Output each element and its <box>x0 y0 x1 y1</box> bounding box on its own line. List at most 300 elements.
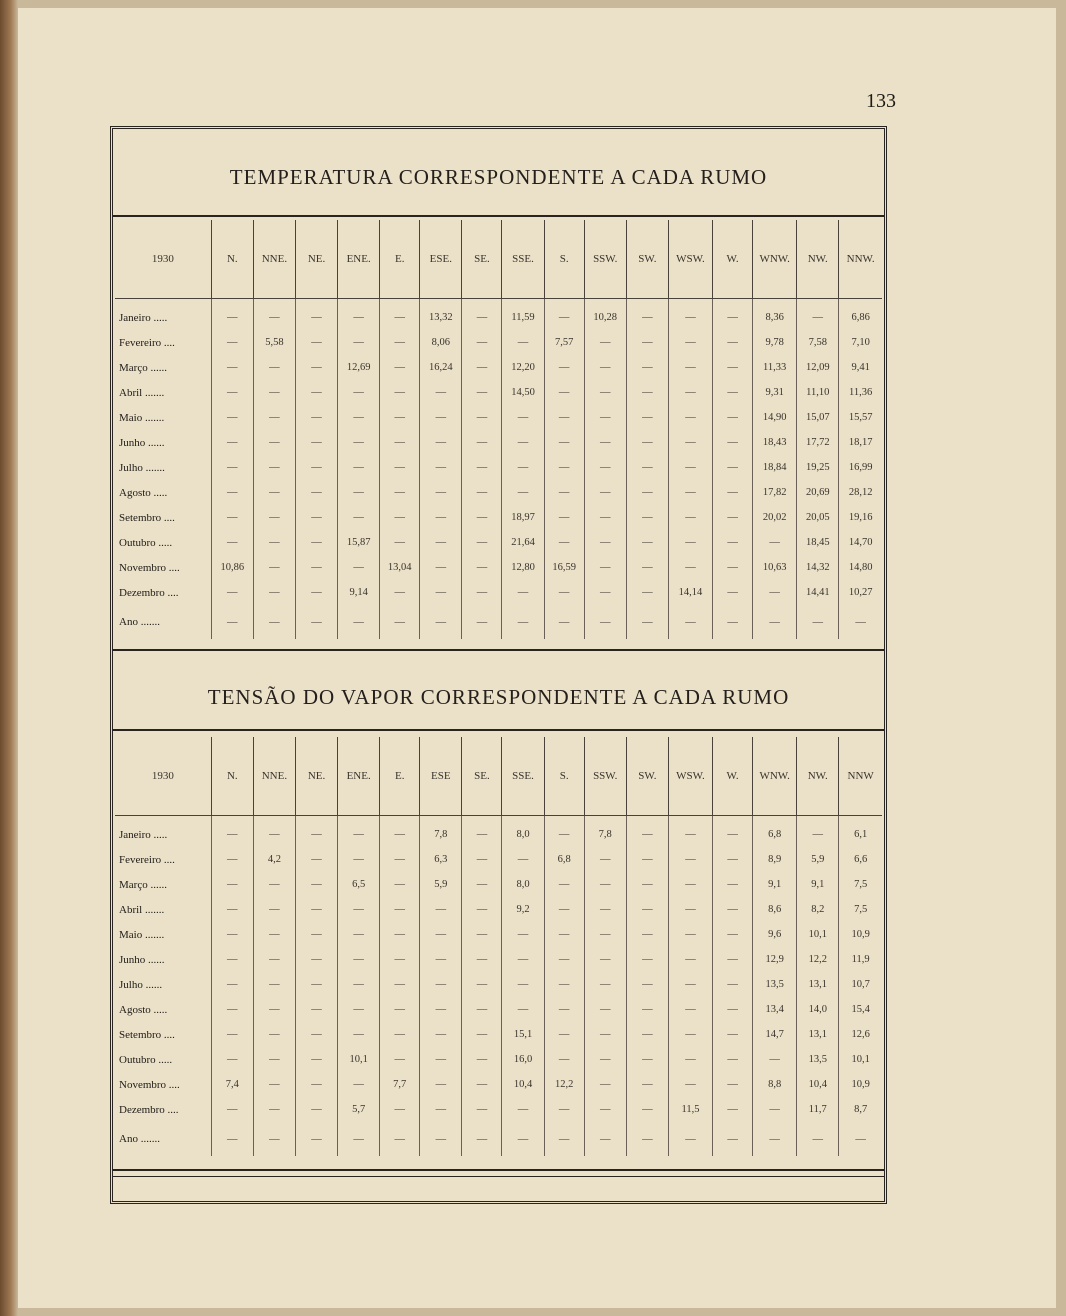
year-header: 1930 <box>115 220 211 299</box>
table-cell: — <box>584 1072 626 1097</box>
table-cell: — <box>713 480 753 505</box>
direction-header: SSE. <box>502 737 544 816</box>
table-cell: — <box>502 1122 544 1156</box>
table-cell: — <box>338 922 380 947</box>
direction-header: NW. <box>797 220 839 299</box>
table-cell: 12,69 <box>338 355 380 380</box>
table-cell: — <box>253 1097 295 1122</box>
table-cell: — <box>713 922 753 947</box>
table-cell: — <box>753 605 797 639</box>
table-cell: — <box>544 430 584 455</box>
table-row <box>115 847 882 872</box>
table-cell: — <box>420 555 462 580</box>
table-cell: — <box>584 330 626 355</box>
table-cell: — <box>544 1122 584 1156</box>
table-cell: — <box>338 997 380 1022</box>
table-cell: 9,31 <box>753 380 797 405</box>
table-cell: — <box>253 530 295 555</box>
table-cell: — <box>253 822 295 847</box>
table-cell: — <box>380 997 420 1022</box>
table-cell: 14,7 <box>753 1022 797 1047</box>
table-cell: — <box>253 1022 295 1047</box>
table-cell: 6,1 <box>854 829 868 840</box>
table-row <box>115 1022 882 1047</box>
table-cell: — <box>295 1072 337 1097</box>
table-cell: 13,5 <box>797 1047 839 1072</box>
table-cell: — <box>295 897 337 922</box>
table-cell: 13,5 <box>753 972 797 997</box>
table-row <box>115 872 882 897</box>
table-cell: — <box>338 455 380 480</box>
table-cell: — <box>380 1122 420 1156</box>
table-row <box>115 1097 882 1122</box>
table-cell: — <box>338 380 380 405</box>
month-label: Agosto ..... <box>115 997 211 1022</box>
table-cell: — <box>502 455 544 480</box>
table-cell: — <box>253 305 295 330</box>
table-cell: 13,1 <box>797 1022 839 1047</box>
table-cell: — <box>668 380 712 405</box>
table-cell: 12,2 <box>797 947 839 972</box>
table-cell: — <box>544 897 584 922</box>
table-cell: — <box>295 1097 337 1122</box>
table-cell: — <box>584 605 626 639</box>
table-cell: 7,5 <box>854 904 868 915</box>
table-cell: — <box>295 380 337 405</box>
table-cell: — <box>462 555 502 580</box>
table-cell: — <box>462 847 502 872</box>
table-cell: — <box>420 580 462 605</box>
table-cell: — <box>584 530 626 555</box>
month-label: Janeiro ..... <box>115 305 211 330</box>
table-cell: — <box>626 822 668 847</box>
book-binding-edge <box>0 0 18 1316</box>
direction-header: WNW. <box>753 220 797 299</box>
table-cell: 10,9 <box>851 1079 870 1090</box>
book-page <box>18 8 1056 1308</box>
table-cell: — <box>462 972 502 997</box>
table-cell: — <box>420 1022 462 1047</box>
month-label: Fevereiro .... <box>115 847 211 872</box>
month-label: Outubro ..... <box>115 530 211 555</box>
table-cell: — <box>380 330 420 355</box>
table-cell: — <box>584 455 626 480</box>
table-cell: — <box>713 1022 753 1047</box>
table-cell: 17,72 <box>797 430 839 455</box>
table-cell: — <box>502 330 544 355</box>
table-cell: — <box>295 580 337 605</box>
table-cell: — <box>295 1022 337 1047</box>
table-cell: — <box>626 480 668 505</box>
table-cell: — <box>713 872 753 897</box>
table-row <box>115 822 882 847</box>
table-cell: — <box>626 1022 668 1047</box>
direction-header: ESE <box>420 737 462 816</box>
table-cell: — <box>544 380 584 405</box>
direction-header: SW. <box>626 737 668 816</box>
table-cell: — <box>544 455 584 480</box>
table-cell: — <box>626 505 668 530</box>
table-cell: — <box>713 847 753 872</box>
table-cell: — <box>253 430 295 455</box>
temperature-title: TEMPERATURA CORRESPONDENTE A CADA RUMO <box>229 165 768 189</box>
table-cell: — <box>295 1122 337 1156</box>
table-cell: 12,9 <box>753 947 797 972</box>
table-cell: — <box>338 405 380 430</box>
table-cell: 13,4 <box>753 997 797 1022</box>
table-cell: 14,90 <box>753 405 797 430</box>
table-cell: — <box>380 972 420 997</box>
table-cell: — <box>211 330 253 355</box>
table-row <box>115 897 882 922</box>
table-cell: — <box>668 847 712 872</box>
direction-header: E. <box>380 737 420 816</box>
table-cell: 11,10 <box>797 380 839 405</box>
table-cell: — <box>668 480 712 505</box>
table-cell: 9,2 <box>502 897 544 922</box>
table-cell: — <box>420 455 462 480</box>
table-cell: — <box>668 972 712 997</box>
table-row <box>115 1047 882 1072</box>
table-cell: 16,99 <box>848 462 873 473</box>
table-cell: — <box>380 380 420 405</box>
table-cell: — <box>502 972 544 997</box>
table-cell: 11,9 <box>851 954 870 965</box>
table-row <box>115 305 882 330</box>
table-cell: — <box>462 505 502 530</box>
table-cell: — <box>211 897 253 922</box>
table-cell: — <box>420 430 462 455</box>
table-cell: 4,2 <box>253 847 295 872</box>
table-cell: 6,3 <box>420 847 462 872</box>
table-cell: — <box>380 847 420 872</box>
table-cell: — <box>211 1047 253 1072</box>
table-cell: — <box>420 380 462 405</box>
table-cell: — <box>380 505 420 530</box>
table-cell: — <box>713 455 753 480</box>
direction-header: ENE. <box>338 737 380 816</box>
table-cell: — <box>253 872 295 897</box>
table-cell: — <box>462 530 502 555</box>
table-cell: — <box>584 430 626 455</box>
table-cell: — <box>668 897 712 922</box>
table-cell: — <box>295 822 337 847</box>
table-cell: 8,36 <box>753 305 797 330</box>
direction-header: S. <box>544 737 584 816</box>
table-row <box>115 922 882 947</box>
table-cell: — <box>502 480 544 505</box>
table-cell: — <box>797 1122 839 1156</box>
table-cell: — <box>295 872 337 897</box>
table-header-row <box>115 220 882 299</box>
table-cell: — <box>295 505 337 530</box>
table-cell: — <box>253 405 295 430</box>
table-cell: — <box>211 305 253 330</box>
table-row <box>115 972 882 997</box>
table-cell: — <box>462 1097 502 1122</box>
table-cell: 19,25 <box>797 455 839 480</box>
table-cell: — <box>420 1122 462 1156</box>
table-cell: 7,5 <box>854 879 868 890</box>
table-cell: 10,1 <box>851 1054 870 1065</box>
table-cell: 6,8 <box>544 847 584 872</box>
table-cell: — <box>713 430 753 455</box>
table-cell: — <box>380 580 420 605</box>
table-cell: 11,59 <box>502 305 544 330</box>
table-cell: — <box>797 822 839 847</box>
tables-frame <box>110 126 887 1204</box>
table-cell: — <box>253 455 295 480</box>
table-cell: — <box>713 405 753 430</box>
table-cell: — <box>338 947 380 972</box>
table-cell: — <box>626 605 668 639</box>
table-cell: — <box>211 1097 253 1122</box>
table-cell: — <box>544 605 584 639</box>
table-cell: 19,16 <box>848 512 873 523</box>
table-cell: — <box>668 430 712 455</box>
table-cell: 6,86 <box>851 312 870 323</box>
table-cell: 15,1 <box>502 1022 544 1047</box>
temperature-table <box>115 220 882 639</box>
table-cell: — <box>544 872 584 897</box>
table-cell: 10,1 <box>338 1047 380 1072</box>
table-cell: — <box>713 947 753 972</box>
table-cell: — <box>753 1047 797 1072</box>
table-cell: — <box>462 305 502 330</box>
table-cell: — <box>295 972 337 997</box>
direction-header: NW. <box>797 737 839 816</box>
table-cell: — <box>668 997 712 1022</box>
table-cell: — <box>713 555 753 580</box>
table-cell: — <box>253 922 295 947</box>
table-cell: — <box>668 922 712 947</box>
table-cell: — <box>380 822 420 847</box>
table-cell: 21,64 <box>502 530 544 555</box>
table-cell: — <box>626 872 668 897</box>
table-cell: — <box>338 822 380 847</box>
table-cell: — <box>211 430 253 455</box>
table-cell: — <box>584 897 626 922</box>
table-cell: — <box>211 405 253 430</box>
year-header: 1930 <box>115 737 211 816</box>
table-cell: 5,9 <box>420 872 462 897</box>
table-cell: — <box>295 1047 337 1072</box>
table-cell: 8,0 <box>502 872 544 897</box>
direction-header: W. <box>713 737 753 816</box>
table-cell: 8,2 <box>797 897 839 922</box>
table-cell: — <box>338 847 380 872</box>
table-cell: — <box>462 580 502 605</box>
table-cell: — <box>544 1097 584 1122</box>
table-cell: — <box>462 430 502 455</box>
table-cell: 8,06 <box>420 330 462 355</box>
table-cell: — <box>462 1072 502 1097</box>
table-cell: — <box>544 1047 584 1072</box>
table-cell: — <box>380 355 420 380</box>
table-cell: — <box>420 405 462 430</box>
table-cell: 6,5 <box>338 872 380 897</box>
table-cell: — <box>420 480 462 505</box>
table-cell: 15,07 <box>797 405 839 430</box>
table-cell: — <box>544 972 584 997</box>
table-cell: — <box>584 480 626 505</box>
table-cell: — <box>668 355 712 380</box>
table-cell: 10,28 <box>584 305 626 330</box>
table-cell: — <box>211 822 253 847</box>
table-cell: — <box>668 330 712 355</box>
table-cell: — <box>626 972 668 997</box>
table-cell: — <box>462 605 502 639</box>
table-cell: 5,9 <box>797 847 839 872</box>
table-cell: — <box>253 1072 295 1097</box>
table-cell: — <box>253 972 295 997</box>
month-label: Novembro .... <box>115 555 211 580</box>
table-cell: — <box>626 1122 668 1156</box>
table-cell: 20,69 <box>797 480 839 505</box>
table-cell: — <box>253 947 295 972</box>
table-cell: 13,1 <box>797 972 839 997</box>
table-cell: — <box>797 305 839 330</box>
table-cell: — <box>420 605 462 639</box>
vapor-title: TENSÃO DO VAPOR CORRESPONDENTE A CADA RUMO <box>207 685 790 709</box>
table-cell: — <box>713 972 753 997</box>
direction-header: NE. <box>295 220 337 299</box>
table-cell: — <box>584 580 626 605</box>
table-cell: — <box>668 305 712 330</box>
table-cell: 8,0 <box>502 822 544 847</box>
month-label: Fevereiro .... <box>115 330 211 355</box>
table-cell: — <box>462 897 502 922</box>
table-row <box>115 555 882 580</box>
table-cell: — <box>668 822 712 847</box>
direction-header: SSW. <box>584 737 626 816</box>
table-cell: — <box>502 997 544 1022</box>
direction-header: NNE. <box>253 737 295 816</box>
table-row <box>115 330 882 355</box>
table-cell: 7,57 <box>544 330 584 355</box>
table-cell: — <box>713 897 753 922</box>
rule <box>113 729 884 731</box>
table-cell: — <box>502 430 544 455</box>
month-label: Abril ....... <box>115 380 211 405</box>
table-cell: — <box>626 455 668 480</box>
page-number: 133 <box>866 90 896 112</box>
table-cell: — <box>380 1022 420 1047</box>
table-cell: — <box>502 847 544 872</box>
table-cell: — <box>253 480 295 505</box>
month-label: Setembro .... <box>115 505 211 530</box>
table-cell: — <box>211 455 253 480</box>
table-cell: 16,0 <box>502 1047 544 1072</box>
table-cell: — <box>338 430 380 455</box>
table-cell: — <box>253 605 295 639</box>
table-cell: — <box>462 1022 502 1047</box>
table-cell: — <box>544 947 584 972</box>
table-cell: — <box>211 947 253 972</box>
table-cell: — <box>295 605 337 639</box>
table-row <box>115 430 882 455</box>
table-cell: 10,27 <box>848 587 873 598</box>
table-cell: — <box>420 1047 462 1072</box>
table-cell: — <box>626 305 668 330</box>
rule <box>113 649 884 651</box>
table-cell: — <box>855 616 866 628</box>
table-cell: — <box>211 972 253 997</box>
table-cell: 7,7 <box>380 1072 420 1097</box>
table-cell: — <box>584 1122 626 1156</box>
table-cell: — <box>713 530 753 555</box>
table-cell: 9,41 <box>851 362 870 373</box>
table-row <box>115 480 882 505</box>
table-cell: — <box>668 605 712 639</box>
direction-header: NNW. <box>839 220 882 299</box>
month-label: Agosto ..... <box>115 480 211 505</box>
month-label: Ano ....... <box>115 605 211 639</box>
table-cell: — <box>544 530 584 555</box>
month-label: Setembro .... <box>115 1022 211 1047</box>
table-cell: — <box>253 1047 295 1072</box>
month-label: Julho ....... <box>115 455 211 480</box>
table-cell: — <box>380 605 420 639</box>
table-cell: — <box>713 1072 753 1097</box>
table-cell: — <box>253 997 295 1022</box>
table-cell: — <box>380 530 420 555</box>
table-cell: — <box>626 1072 668 1097</box>
table-cell: — <box>211 380 253 405</box>
table-cell: — <box>295 355 337 380</box>
table-cell: 9,78 <box>753 330 797 355</box>
table-cell: — <box>211 530 253 555</box>
table-cell: — <box>544 822 584 847</box>
month-label: Abril ....... <box>115 897 211 922</box>
table-cell: — <box>544 997 584 1022</box>
table-cell: — <box>584 380 626 405</box>
table-cell: — <box>584 1047 626 1072</box>
table-cell: — <box>502 580 544 605</box>
rule <box>113 1176 884 1177</box>
table-cell: 8,7 <box>854 1104 868 1115</box>
table-cell: — <box>420 972 462 997</box>
table-cell: — <box>211 480 253 505</box>
table-cell: — <box>753 1122 797 1156</box>
table-cell: 12,80 <box>502 555 544 580</box>
table-row <box>115 505 882 530</box>
table-cell: 18,45 <box>797 530 839 555</box>
table-cell: — <box>713 355 753 380</box>
table-row <box>115 1122 882 1156</box>
table-cell: — <box>253 355 295 380</box>
table-row <box>115 1072 882 1097</box>
table-cell: — <box>380 305 420 330</box>
table-cell: — <box>713 605 753 639</box>
month-label: Novembro .... <box>115 1072 211 1097</box>
direction-header: NE. <box>295 737 337 816</box>
table-cell: 20,05 <box>797 505 839 530</box>
table-cell: — <box>295 430 337 455</box>
table-cell: — <box>713 330 753 355</box>
table-cell: — <box>713 505 753 530</box>
table-cell: — <box>462 947 502 972</box>
table-cell: — <box>626 430 668 455</box>
table-cell: — <box>380 1097 420 1122</box>
table-cell: — <box>626 355 668 380</box>
table-cell: — <box>584 555 626 580</box>
table-cell: — <box>380 455 420 480</box>
table-cell: 10,9 <box>851 929 870 940</box>
table-cell: — <box>420 897 462 922</box>
table-row <box>115 455 882 480</box>
month-label: Março ...... <box>115 355 211 380</box>
